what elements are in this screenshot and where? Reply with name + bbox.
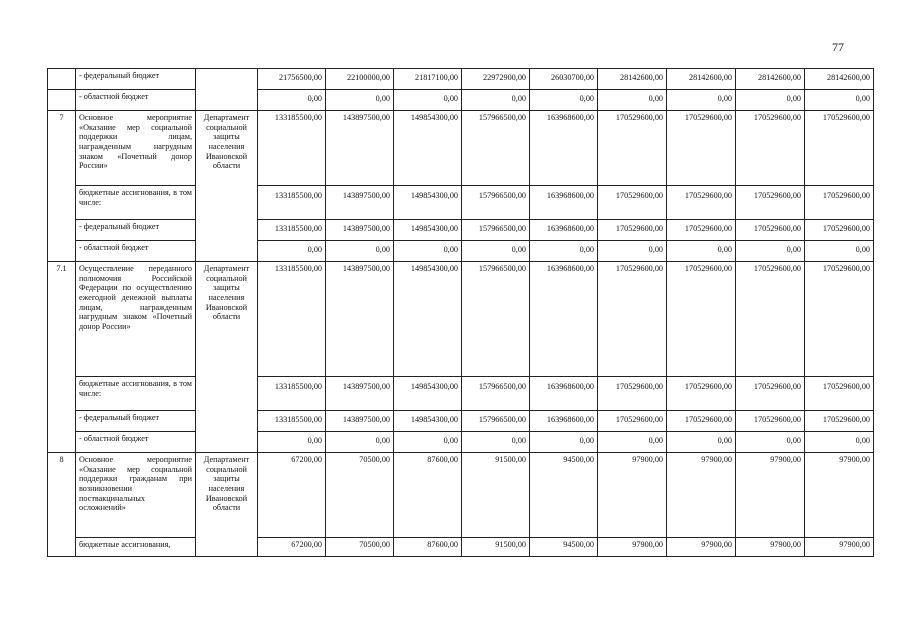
value-cell: 0,00: [667, 90, 736, 111]
measure-description: Основное мероприятие «Оказание мер социальной поддержки лицам, награжденным нагрудным знаком «Почетный донор России»: [76, 111, 196, 186]
index-cell: 7: [48, 111, 76, 262]
value-cell: 143897500,00: [326, 220, 394, 241]
value-cell: 0,00: [394, 241, 462, 262]
value-cell: 170529600,00: [736, 377, 805, 411]
value-cell: 21817100,00: [394, 69, 462, 90]
value-cell: 26030700,00: [530, 69, 598, 90]
value-cell: 28142600,00: [598, 69, 667, 90]
value-cell: 170529600,00: [598, 262, 667, 377]
index-cell: 7.1: [48, 262, 76, 453]
value-cell: 163968600,00: [530, 186, 598, 220]
value-cell: 170529600,00: [667, 186, 736, 220]
value-cell: 149854300,00: [394, 411, 462, 432]
value-cell: 0,00: [530, 241, 598, 262]
value-cell: 170529600,00: [805, 411, 874, 432]
value-cell: 170529600,00: [805, 220, 874, 241]
value-cell: 67200,00: [258, 453, 326, 538]
value-cell: 21756500,00: [258, 69, 326, 90]
value-cell: 170529600,00: [667, 262, 736, 377]
value-cell: 97900,00: [805, 453, 874, 538]
value-cell: 170529600,00: [598, 220, 667, 241]
value-cell: 0,00: [530, 90, 598, 111]
row-label: - областной бюджет: [76, 90, 196, 111]
value-cell: 133185500,00: [258, 186, 326, 220]
value-cell: 133185500,00: [258, 220, 326, 241]
value-cell: 28142600,00: [736, 69, 805, 90]
value-cell: 0,00: [667, 241, 736, 262]
value-cell: 22100000,00: [326, 69, 394, 90]
value-cell: 91500,00: [462, 538, 530, 557]
value-cell: 170529600,00: [736, 262, 805, 377]
value-cell: 170529600,00: [805, 377, 874, 411]
value-cell: 133185500,00: [258, 377, 326, 411]
row-label: - федеральный бюджет: [76, 69, 196, 90]
value-cell: 149854300,00: [394, 220, 462, 241]
value-cell: 0,00: [598, 90, 667, 111]
value-cell: 0,00: [736, 432, 805, 453]
value-cell: 170529600,00: [667, 377, 736, 411]
value-cell: 0,00: [258, 241, 326, 262]
value-cell: 149854300,00: [394, 186, 462, 220]
value-cell: 97900,00: [667, 453, 736, 538]
row-label: бюджетные ассигнования, в том числе:: [76, 377, 196, 411]
value-cell: 133185500,00: [258, 262, 326, 377]
value-cell: 163968600,00: [530, 262, 598, 377]
executor-cell: Департамент социальной защиты населения Ивановской области: [196, 111, 258, 262]
table-row: [48, 411, 874, 432]
value-cell: 157966500,00: [462, 111, 530, 186]
value-cell: 0,00: [394, 90, 462, 111]
executor-cell: Департамент социальной защиты населения Ивановской области: [196, 453, 258, 557]
table-row: [48, 186, 874, 220]
value-cell: 143897500,00: [326, 111, 394, 186]
value-cell: 133185500,00: [258, 111, 326, 186]
value-cell: 170529600,00: [598, 377, 667, 411]
value-cell: 157966500,00: [462, 411, 530, 432]
value-cell: 170529600,00: [667, 111, 736, 186]
value-cell: 0,00: [326, 432, 394, 453]
value-cell: 0,00: [805, 241, 874, 262]
table-row: [48, 220, 874, 241]
value-cell: 170529600,00: [598, 111, 667, 186]
value-cell: 0,00: [667, 432, 736, 453]
value-cell: 163968600,00: [530, 411, 598, 432]
measure-description: Основное мероприятие «Оказание мер социальной поддержки гражданам при возникновении поствакцинальных осложнений»: [76, 453, 196, 538]
value-cell: 0,00: [326, 241, 394, 262]
row-label: бюджетные ассигнования, в том числе:: [76, 186, 196, 220]
value-cell: 0,00: [462, 241, 530, 262]
value-cell: 170529600,00: [736, 111, 805, 186]
page-number: 77: [832, 40, 844, 54]
value-cell: 149854300,00: [394, 262, 462, 377]
value-cell: 163968600,00: [530, 111, 598, 186]
table-row: [48, 432, 874, 453]
value-cell: 143897500,00: [326, 186, 394, 220]
value-cell: 97900,00: [736, 453, 805, 538]
value-cell: 97900,00: [667, 538, 736, 557]
value-cell: 28142600,00: [805, 69, 874, 90]
row-label: - областной бюджет: [76, 432, 196, 453]
value-cell: 70500,00: [326, 453, 394, 538]
value-cell: 170529600,00: [736, 186, 805, 220]
value-cell: 0,00: [394, 432, 462, 453]
value-cell: 143897500,00: [326, 411, 394, 432]
value-cell: 170529600,00: [598, 411, 667, 432]
table-row: [48, 241, 874, 262]
row-label: бюджетные ассигнования,: [76, 538, 196, 557]
value-cell: 170529600,00: [805, 111, 874, 186]
table-row: [48, 262, 874, 377]
value-cell: 0,00: [598, 241, 667, 262]
value-cell: 163968600,00: [530, 220, 598, 241]
executor-cell: Департамент социальной защиты населения Ивановской области: [196, 262, 258, 453]
value-cell: 157966500,00: [462, 186, 530, 220]
value-cell: 0,00: [805, 432, 874, 453]
value-cell: 97900,00: [598, 538, 667, 557]
value-cell: 170529600,00: [805, 186, 874, 220]
value-cell: 0,00: [326, 90, 394, 111]
row-label: - областной бюджет: [76, 241, 196, 262]
row-label: - федеральный бюджет: [76, 411, 196, 432]
value-cell: 87600,00: [394, 538, 462, 557]
table-row: [48, 111, 874, 186]
executor-cell: [196, 69, 258, 111]
value-cell: 170529600,00: [736, 220, 805, 241]
value-cell: 163968600,00: [530, 377, 598, 411]
value-cell: 97900,00: [736, 538, 805, 557]
value-cell: 70500,00: [326, 538, 394, 557]
value-cell: 149854300,00: [394, 111, 462, 186]
value-cell: 133185500,00: [258, 411, 326, 432]
value-cell: 94500,00: [530, 538, 598, 557]
value-cell: 87600,00: [394, 453, 462, 538]
table-row: [48, 538, 874, 557]
value-cell: 0,00: [736, 241, 805, 262]
value-cell: 0,00: [598, 432, 667, 453]
value-cell: 97900,00: [598, 453, 667, 538]
value-cell: 149854300,00: [394, 377, 462, 411]
value-cell: 170529600,00: [667, 411, 736, 432]
value-cell: 143897500,00: [326, 262, 394, 377]
value-cell: 170529600,00: [667, 220, 736, 241]
value-cell: 157966500,00: [462, 262, 530, 377]
value-cell: 28142600,00: [667, 69, 736, 90]
row-label: - федеральный бюджет: [76, 220, 196, 241]
value-cell: 170529600,00: [598, 186, 667, 220]
index-cell: 8: [48, 453, 76, 557]
value-cell: 143897500,00: [326, 377, 394, 411]
value-cell: 157966500,00: [462, 377, 530, 411]
value-cell: 170529600,00: [736, 411, 805, 432]
budget-table: [47, 68, 874, 557]
value-cell: 0,00: [462, 90, 530, 111]
value-cell: 170529600,00: [805, 262, 874, 377]
value-cell: 0,00: [258, 90, 326, 111]
value-cell: 91500,00: [462, 453, 530, 538]
value-cell: 0,00: [258, 432, 326, 453]
measure-description: Осуществление переданного полномочия Российской Федерации по осуществлению ежегодной денежной выплаты лицам, награжденным нагрудным знаком «Почетный донор России»: [76, 262, 196, 377]
table-row: [48, 377, 874, 411]
value-cell: 0,00: [462, 432, 530, 453]
index-cell: [48, 90, 76, 111]
value-cell: 0,00: [805, 90, 874, 111]
value-cell: 0,00: [736, 90, 805, 111]
value-cell: 0,00: [530, 432, 598, 453]
value-cell: 157966500,00: [462, 220, 530, 241]
value-cell: 97900,00: [805, 538, 874, 557]
value-cell: 67200,00: [258, 538, 326, 557]
value-cell: 94500,00: [530, 453, 598, 538]
table-row: [48, 69, 874, 90]
table-row: [48, 90, 874, 111]
index-cell: [48, 69, 76, 90]
table-row: [48, 453, 874, 538]
value-cell: 22972900,00: [462, 69, 530, 90]
